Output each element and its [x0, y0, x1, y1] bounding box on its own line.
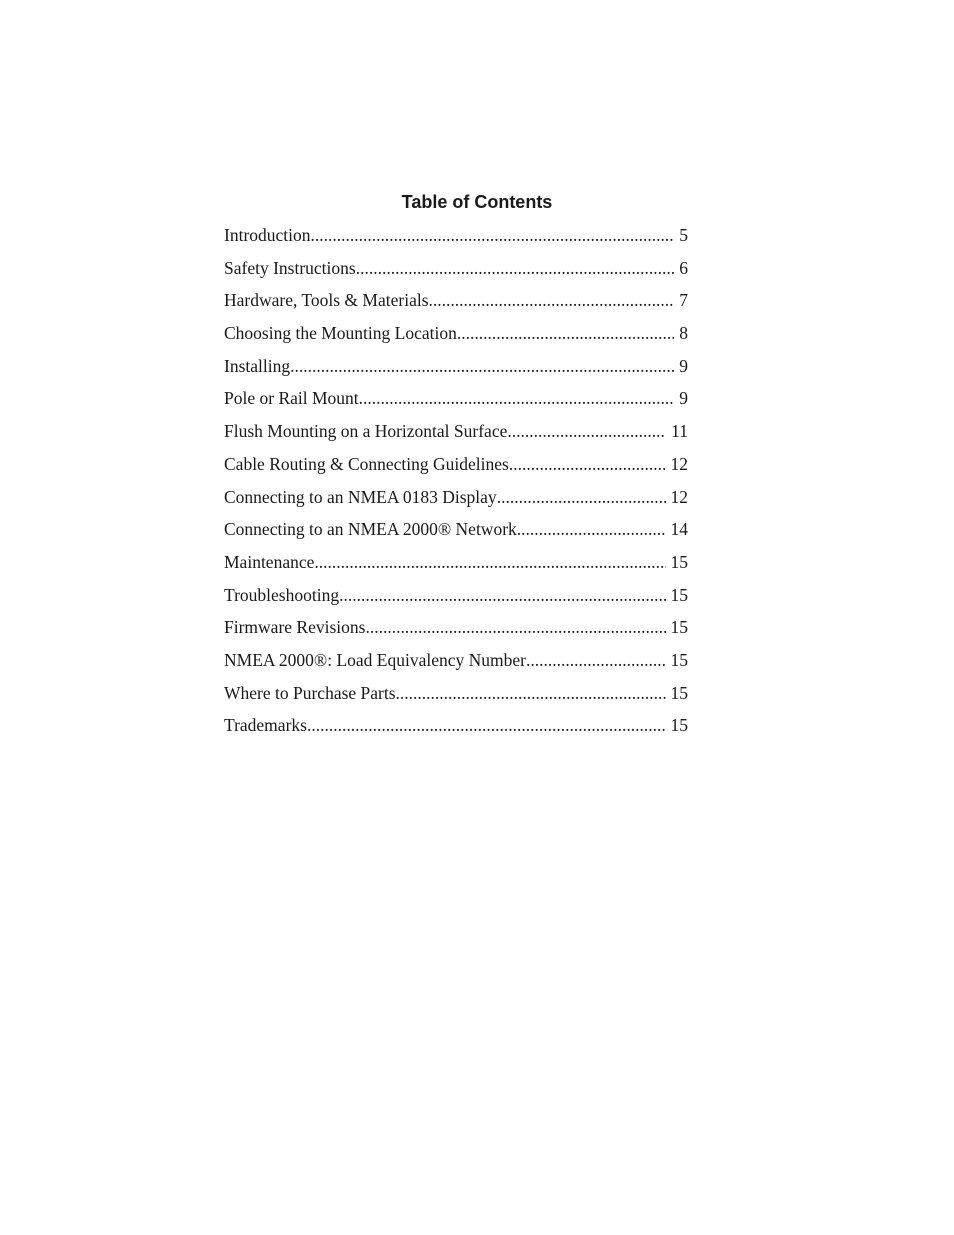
toc-entry-choosing-mounting-location[interactable]	[224, 320, 688, 353]
toc-entry-nmea-2000-network[interactable]	[224, 516, 688, 549]
toc-entry-label: Connecting to an NMEA 0183 Display	[224, 486, 497, 507]
dot-leader	[497, 484, 666, 510]
toc-entry-label: Where to Purchase Parts	[224, 682, 396, 703]
dot-leader	[290, 353, 674, 379]
toc-entry-safety-instructions[interactable]	[224, 255, 688, 288]
toc-entry-page: 15	[670, 617, 688, 638]
dot-leader	[396, 680, 666, 706]
toc-entry-label: Connecting to an NMEA 2000® Network	[224, 519, 517, 540]
toc-entry-page: 15	[670, 551, 688, 572]
toc-entry-hardware-tools-materials[interactable]	[224, 287, 688, 320]
toc-entry-page: 15	[670, 715, 688, 736]
dot-leader	[359, 385, 675, 411]
toc-entry-nmea-0183-display[interactable]	[224, 484, 688, 517]
dot-leader	[517, 516, 666, 542]
toc-entry-label: Firmware Revisions	[224, 617, 366, 638]
toc-entry-page: 11	[671, 421, 688, 442]
toc-entry-page: 9	[679, 388, 688, 409]
dot-leader	[507, 418, 666, 444]
toc-entry-firmware-revisions[interactable]	[224, 614, 688, 647]
toc-entry-label: Maintenance	[224, 551, 315, 572]
toc-entry-page: 6	[679, 257, 688, 278]
toc-entry-trademarks[interactable]	[224, 712, 688, 745]
dot-leader	[509, 451, 666, 477]
toc-entry-page: 12	[670, 486, 688, 507]
toc-entry-introduction[interactable]	[224, 222, 688, 255]
toc-entry-label: Trademarks	[224, 715, 307, 736]
toc-entry-load-equivalency-number[interactable]	[224, 647, 688, 680]
toc-entry-maintenance[interactable]	[224, 549, 688, 582]
toc-entry-label: Choosing the Mounting Location	[224, 323, 457, 344]
dot-leader	[311, 222, 675, 248]
toc-entry-page: 14	[670, 519, 688, 540]
dot-leader	[526, 647, 666, 673]
toc-list	[224, 222, 688, 745]
toc-entry-page: 5	[679, 225, 688, 245]
toc-entry-label: Installing	[224, 355, 291, 376]
toc-entry-where-to-purchase-parts[interactable]	[224, 680, 688, 713]
toc-entry-label: Troubleshooting	[224, 584, 340, 605]
toc-entry-label: Flush Mounting on a Horizontal Surface	[224, 421, 508, 442]
toc-entry-flush-mounting[interactable]	[224, 418, 688, 451]
dot-leader	[339, 582, 665, 608]
toc-entry-troubleshooting[interactable]	[224, 582, 688, 615]
toc-entry-page: 8	[679, 323, 688, 344]
toc-entry-label: Pole or Rail Mount	[224, 388, 359, 409]
toc-entry-page: 7	[679, 290, 688, 311]
toc-entry-cable-routing[interactable]	[224, 451, 688, 484]
toc-entry-label: NMEA 2000®: Load Equivalency Number	[224, 649, 526, 670]
toc-entry-page: 15	[670, 584, 688, 605]
toc-entry-page: 12	[670, 453, 688, 474]
toc-entry-page: 9	[679, 355, 688, 376]
dot-leader	[365, 614, 665, 640]
dot-leader	[314, 549, 665, 575]
toc-title: Table of Contents	[401, 192, 553, 212]
toc-entry-label: Cable Routing & Connecting Guidelines	[224, 453, 509, 474]
toc-entry-label: Safety Instructions	[224, 257, 356, 278]
toc-entry-label: Introduction	[224, 225, 311, 245]
dot-leader	[457, 320, 674, 346]
dot-leader	[307, 712, 666, 738]
toc-entry-label: Hardware, Tools & Materials	[224, 290, 429, 311]
dot-leader	[356, 255, 675, 281]
toc-entry-installing[interactable]	[224, 353, 688, 386]
toc-entry-page: 15	[670, 682, 688, 703]
toc-entry-page: 15	[670, 649, 688, 670]
toc-entry-pole-or-rail-mount[interactable]	[224, 385, 688, 418]
dot-leader	[429, 287, 675, 313]
